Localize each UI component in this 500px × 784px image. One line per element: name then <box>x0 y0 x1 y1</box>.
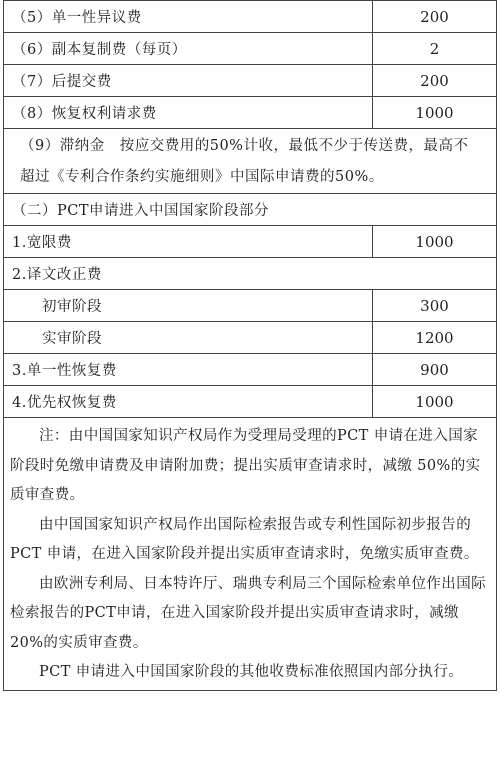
table-row <box>4 1 497 33</box>
fee-label: 1.宽限费 <box>4 226 373 258</box>
fee-amount: 1000 <box>373 97 497 129</box>
fee-label: （7）后提交费 <box>4 65 373 97</box>
table-row <box>4 258 497 290</box>
fee-amount: 200 <box>373 1 497 33</box>
fee-amount: 1200 <box>373 322 497 354</box>
fee-amount: 2 <box>373 33 497 65</box>
fee-label: 4.优先权恢复费 <box>4 386 373 418</box>
fee-sub-label: 初审阶段 <box>4 290 373 322</box>
fee-amount: 900 <box>373 354 497 386</box>
table-row <box>4 33 497 65</box>
note-paragraph: PCT 申请进入中国国家阶段的其他收费标准依照国内部分执行。 <box>39 664 464 680</box>
table-row <box>4 226 497 258</box>
fee-label: 3.单一性恢复费 <box>4 354 373 386</box>
fee-table <box>3 0 497 691</box>
fee-amount: 300 <box>373 290 497 322</box>
late-fee-text: （9）滞纳金 按应交费用的50%计收，最低不少于传送费，最高不超过《专利合作条约实施细则》中国际申请费的50%。 <box>20 138 469 185</box>
fee-amount: 1000 <box>373 226 497 258</box>
notes-cell <box>4 418 497 691</box>
fee-table-document <box>3 0 497 691</box>
table-row <box>4 386 497 418</box>
fee-label: （6）副本复制费（每页） <box>4 33 373 65</box>
fee-sub-label: 实审阶段 <box>4 322 373 354</box>
late-fee-cell <box>4 129 497 194</box>
fee-amount: 200 <box>373 65 497 97</box>
note-paragraph: 由中国国家知识产权局作出国际检索报告或专利性国际初步报告的 PCT 申请，在进入国家阶段并提出实质审查请求时，免缴实质审查费。 <box>10 516 479 562</box>
table-row <box>4 418 497 691</box>
note-paragraph: 注：由中国国家知识产权局作为受理局受理的PCT 申请在进入国家阶段时免缴申请费及申请附加费；提出实质审查请求时，减缴 50%的实质审查费。 <box>10 428 481 503</box>
fee-label: （5）单一性异议费 <box>4 1 373 33</box>
table-row <box>4 97 497 129</box>
table-row <box>4 290 497 322</box>
section-heading: （二）PCT申请进入中国国家阶段部分 <box>4 194 497 226</box>
fee-label: 2.译文改正费 <box>4 258 497 290</box>
table-row <box>4 65 497 97</box>
table-row <box>4 354 497 386</box>
table-row <box>4 322 497 354</box>
fee-amount: 1000 <box>373 386 497 418</box>
table-row <box>4 129 497 194</box>
fee-label: （8）恢复权利请求费 <box>4 97 373 129</box>
note-paragraph: 由欧洲专利局、日本特许厅、瑞典专利局三个国际检索单位作出国际检索报告的PCT申请，在进入国家阶段并提出实质审查请求时，减缴 20%的实质审查费。 <box>10 575 486 651</box>
table-row <box>4 194 497 226</box>
